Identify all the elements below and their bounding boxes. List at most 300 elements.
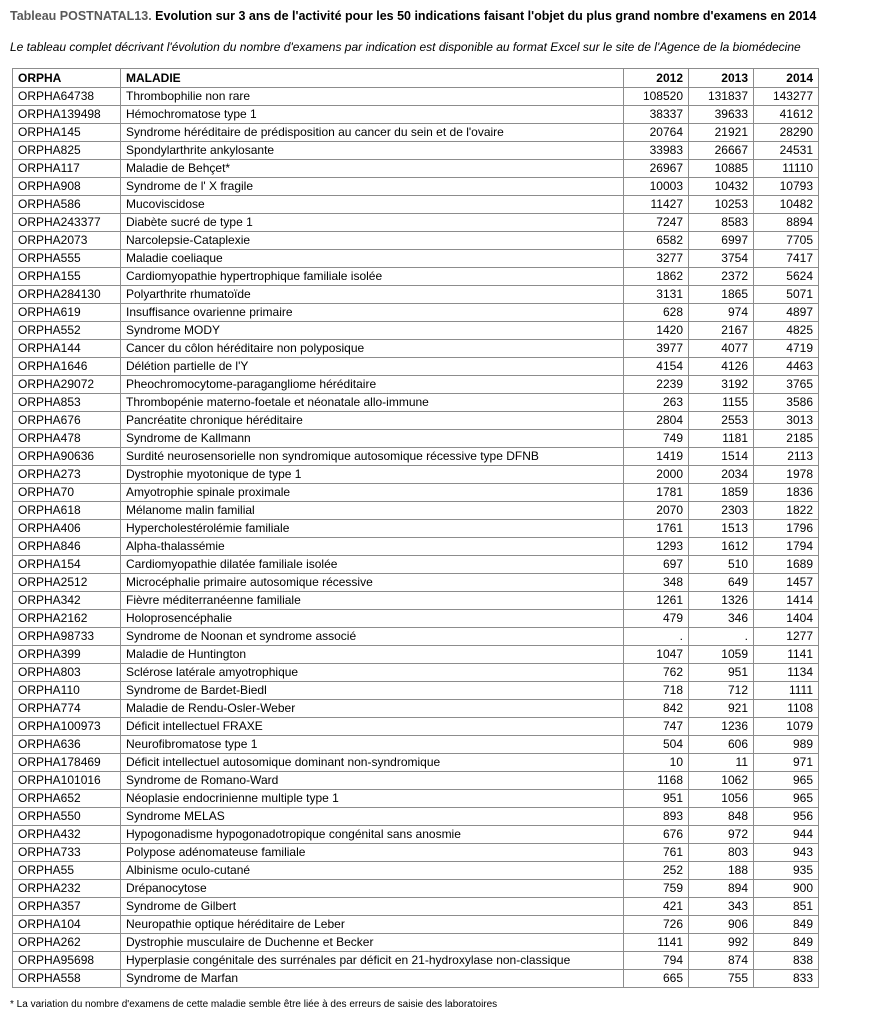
maladie-cell: Syndrome de Marfan bbox=[121, 970, 624, 988]
value-2012-cell: 1168 bbox=[624, 772, 689, 790]
orpha-code-cell: ORPHA618 bbox=[13, 502, 121, 520]
table-row bbox=[13, 268, 819, 286]
table-row bbox=[13, 844, 819, 862]
value-2012-cell: 1862 bbox=[624, 268, 689, 286]
value-2014-cell: 4825 bbox=[754, 322, 819, 340]
table-row bbox=[13, 358, 819, 376]
orpha-code-cell: ORPHA652 bbox=[13, 790, 121, 808]
value-2014-cell: 833 bbox=[754, 970, 819, 988]
orpha-code-cell: ORPHA243377 bbox=[13, 214, 121, 232]
orpha-code-cell: ORPHA586 bbox=[13, 196, 121, 214]
value-2014-cell: 965 bbox=[754, 772, 819, 790]
value-2012-cell: 726 bbox=[624, 916, 689, 934]
maladie-cell: Syndrome MODY bbox=[121, 322, 624, 340]
value-2014-cell: 3013 bbox=[754, 412, 819, 430]
table-row bbox=[13, 574, 819, 592]
orpha-code-cell: ORPHA145 bbox=[13, 124, 121, 142]
value-2013-cell: 343 bbox=[689, 898, 754, 916]
orpha-code-cell: ORPHA154 bbox=[13, 556, 121, 574]
header-2012: 2012 bbox=[624, 69, 689, 88]
value-2013-cell: 26667 bbox=[689, 142, 754, 160]
value-2013-cell: . bbox=[689, 628, 754, 646]
table-row bbox=[13, 826, 819, 844]
table-row bbox=[13, 790, 819, 808]
orpha-code-cell: ORPHA399 bbox=[13, 646, 121, 664]
value-2014-cell: 965 bbox=[754, 790, 819, 808]
value-2012-cell: 26967 bbox=[624, 160, 689, 178]
table-row bbox=[13, 430, 819, 448]
table-body bbox=[13, 88, 819, 988]
value-2014-cell: 1108 bbox=[754, 700, 819, 718]
table-row bbox=[13, 376, 819, 394]
value-2013-cell: 1062 bbox=[689, 772, 754, 790]
value-2014-cell: 851 bbox=[754, 898, 819, 916]
value-2014-cell: 1404 bbox=[754, 610, 819, 628]
value-2013-cell: 1859 bbox=[689, 484, 754, 502]
orpha-code-cell: ORPHA853 bbox=[13, 394, 121, 412]
maladie-cell: Cardiomyopathie dilatée familiale isolée bbox=[121, 556, 624, 574]
maladie-cell: Mucoviscidose bbox=[121, 196, 624, 214]
orpha-code-cell: ORPHA636 bbox=[13, 736, 121, 754]
value-2014-cell: 24531 bbox=[754, 142, 819, 160]
value-2012-cell: 421 bbox=[624, 898, 689, 916]
orpha-code-cell: ORPHA908 bbox=[13, 178, 121, 196]
maladie-cell: Fièvre méditerranéenne familiale bbox=[121, 592, 624, 610]
value-2012-cell: 20764 bbox=[624, 124, 689, 142]
table-row bbox=[13, 610, 819, 628]
orpha-code-cell: ORPHA139498 bbox=[13, 106, 121, 124]
value-2014-cell: 989 bbox=[754, 736, 819, 754]
orpha-code-cell: ORPHA232 bbox=[13, 880, 121, 898]
maladie-cell: Amyotrophie spinale proximale bbox=[121, 484, 624, 502]
value-2013-cell: 1612 bbox=[689, 538, 754, 556]
value-2013-cell: 894 bbox=[689, 880, 754, 898]
value-2012-cell: 38337 bbox=[624, 106, 689, 124]
value-2012-cell: 749 bbox=[624, 430, 689, 448]
maladie-cell: Syndrome de Kallmann bbox=[121, 430, 624, 448]
value-2013-cell: 1513 bbox=[689, 520, 754, 538]
value-2013-cell: 606 bbox=[689, 736, 754, 754]
table-row bbox=[13, 232, 819, 250]
orpha-code-cell: ORPHA478 bbox=[13, 430, 121, 448]
value-2014-cell: 143277 bbox=[754, 88, 819, 106]
value-2014-cell: 943 bbox=[754, 844, 819, 862]
value-2012-cell: 2070 bbox=[624, 502, 689, 520]
table-row bbox=[13, 448, 819, 466]
orpha-code-cell: ORPHA110 bbox=[13, 682, 121, 700]
value-2014-cell: 1079 bbox=[754, 718, 819, 736]
value-2013-cell: 39633 bbox=[689, 106, 754, 124]
value-2013-cell: 8583 bbox=[689, 214, 754, 232]
value-2014-cell: 2113 bbox=[754, 448, 819, 466]
orpha-code-cell: ORPHA95698 bbox=[13, 952, 121, 970]
value-2012-cell: 108520 bbox=[624, 88, 689, 106]
orpha-code-cell: ORPHA357 bbox=[13, 898, 121, 916]
maladie-cell: Spondylarthrite ankylosante bbox=[121, 142, 624, 160]
table-row bbox=[13, 592, 819, 610]
orpha-code-cell: ORPHA342 bbox=[13, 592, 121, 610]
orpha-code-cell: ORPHA825 bbox=[13, 142, 121, 160]
value-2014-cell: 1822 bbox=[754, 502, 819, 520]
maladie-cell: Alpha-thalassémie bbox=[121, 538, 624, 556]
table-row bbox=[13, 880, 819, 898]
maladie-cell: Syndrome de Gilbert bbox=[121, 898, 624, 916]
maladie-cell: Hypogonadisme hypogonadotropique congénital sans anosmie bbox=[121, 826, 624, 844]
orpha-code-cell: ORPHA273 bbox=[13, 466, 121, 484]
header-orpha: ORPHA bbox=[13, 69, 121, 88]
maladie-cell: Pancréatite chronique héréditaire bbox=[121, 412, 624, 430]
value-2013-cell: 974 bbox=[689, 304, 754, 322]
table-row bbox=[13, 286, 819, 304]
maladie-cell: Hyperplasie congénitale des surrénales par déficit en 21-hydroxylase non-classique bbox=[121, 952, 624, 970]
orpha-code-cell: ORPHA1646 bbox=[13, 358, 121, 376]
maladie-cell: Narcolepsie-Cataplexie bbox=[121, 232, 624, 250]
value-2014-cell: 1414 bbox=[754, 592, 819, 610]
orpha-code-cell: ORPHA101016 bbox=[13, 772, 121, 790]
maladie-cell: Pheochromocytome-paragangliome héréditaire bbox=[121, 376, 624, 394]
header-2014: 2014 bbox=[754, 69, 819, 88]
value-2012-cell: 893 bbox=[624, 808, 689, 826]
value-2012-cell: 1293 bbox=[624, 538, 689, 556]
value-2014-cell: 838 bbox=[754, 952, 819, 970]
value-2013-cell: 2553 bbox=[689, 412, 754, 430]
value-2013-cell: 712 bbox=[689, 682, 754, 700]
value-2013-cell: 649 bbox=[689, 574, 754, 592]
maladie-cell: Syndrome héréditaire de prédisposition au cancer du sein et de l'ovaire bbox=[121, 124, 624, 142]
value-2014-cell: 3765 bbox=[754, 376, 819, 394]
table-row bbox=[13, 538, 819, 556]
table-row bbox=[13, 664, 819, 682]
table-header-row bbox=[13, 69, 819, 88]
value-2014-cell: 971 bbox=[754, 754, 819, 772]
value-2012-cell: . bbox=[624, 628, 689, 646]
table-row bbox=[13, 934, 819, 952]
table-row bbox=[13, 322, 819, 340]
header-2013: 2013 bbox=[689, 69, 754, 88]
table-row bbox=[13, 412, 819, 430]
orpha-code-cell: ORPHA774 bbox=[13, 700, 121, 718]
table-row bbox=[13, 682, 819, 700]
value-2012-cell: 1761 bbox=[624, 520, 689, 538]
value-2014-cell: 900 bbox=[754, 880, 819, 898]
value-2012-cell: 3977 bbox=[624, 340, 689, 358]
value-2014-cell: 41612 bbox=[754, 106, 819, 124]
value-2012-cell: 762 bbox=[624, 664, 689, 682]
maladie-cell: Syndrome de l' X fragile bbox=[121, 178, 624, 196]
table-row bbox=[13, 502, 819, 520]
value-2014-cell: 1111 bbox=[754, 682, 819, 700]
value-2013-cell: 1326 bbox=[689, 592, 754, 610]
value-2013-cell: 188 bbox=[689, 862, 754, 880]
value-2014-cell: 1141 bbox=[754, 646, 819, 664]
value-2014-cell: 956 bbox=[754, 808, 819, 826]
table-row bbox=[13, 952, 819, 970]
table-row bbox=[13, 484, 819, 502]
orpha-code-cell: ORPHA155 bbox=[13, 268, 121, 286]
table-row bbox=[13, 340, 819, 358]
maladie-cell: Délétion partielle de l'Y bbox=[121, 358, 624, 376]
orpha-code-cell: ORPHA64738 bbox=[13, 88, 121, 106]
table-title-text: Evolution sur 3 ans de l'activité pour les 50 indications faisant l'objet du plus grand nombre d'examens en 2014 bbox=[151, 9, 817, 23]
table-title-prefix: Tableau POSTNATAL13. bbox=[10, 9, 152, 23]
value-2013-cell: 906 bbox=[689, 916, 754, 934]
value-2014-cell: 10482 bbox=[754, 196, 819, 214]
value-2013-cell: 510 bbox=[689, 556, 754, 574]
value-2014-cell: 7705 bbox=[754, 232, 819, 250]
value-2012-cell: 676 bbox=[624, 826, 689, 844]
maladie-cell: Maladie de Rendu-Osler-Weber bbox=[121, 700, 624, 718]
value-2013-cell: 921 bbox=[689, 700, 754, 718]
table-row bbox=[13, 124, 819, 142]
orpha-code-cell: ORPHA29072 bbox=[13, 376, 121, 394]
value-2012-cell: 1420 bbox=[624, 322, 689, 340]
value-2012-cell: 2804 bbox=[624, 412, 689, 430]
orpha-code-cell: ORPHA550 bbox=[13, 808, 121, 826]
value-2012-cell: 951 bbox=[624, 790, 689, 808]
value-2012-cell: 3277 bbox=[624, 250, 689, 268]
maladie-cell: Polyarthrite rhumatoïde bbox=[121, 286, 624, 304]
value-2013-cell: 346 bbox=[689, 610, 754, 628]
orpha-code-cell: ORPHA803 bbox=[13, 664, 121, 682]
maladie-cell: Neuropathie optique héréditaire de Leber bbox=[121, 916, 624, 934]
table-row bbox=[13, 106, 819, 124]
table-row bbox=[13, 142, 819, 160]
maladie-cell: Syndrome de Noonan et syndrome associé bbox=[121, 628, 624, 646]
maladie-cell: Maladie de Huntington bbox=[121, 646, 624, 664]
table-row bbox=[13, 808, 819, 826]
orpha-code-cell: ORPHA262 bbox=[13, 934, 121, 952]
table-row bbox=[13, 772, 819, 790]
maladie-cell: Maladie de Behçet* bbox=[121, 160, 624, 178]
table-row bbox=[13, 556, 819, 574]
value-2012-cell: 759 bbox=[624, 880, 689, 898]
table-row bbox=[13, 628, 819, 646]
value-2012-cell: 665 bbox=[624, 970, 689, 988]
value-2013-cell: 1181 bbox=[689, 430, 754, 448]
table-row bbox=[13, 250, 819, 268]
value-2014-cell: 1689 bbox=[754, 556, 819, 574]
orpha-code-cell: ORPHA98733 bbox=[13, 628, 121, 646]
maladie-cell: Cancer du côlon héréditaire non polyposique bbox=[121, 340, 624, 358]
value-2013-cell: 1056 bbox=[689, 790, 754, 808]
value-2014-cell: 5071 bbox=[754, 286, 819, 304]
value-2013-cell: 1059 bbox=[689, 646, 754, 664]
maladie-cell: Polypose adénomateuse familiale bbox=[121, 844, 624, 862]
orpha-code-cell: ORPHA284130 bbox=[13, 286, 121, 304]
value-2014-cell: 1134 bbox=[754, 664, 819, 682]
value-2012-cell: 33983 bbox=[624, 142, 689, 160]
data-table bbox=[12, 68, 819, 988]
value-2013-cell: 803 bbox=[689, 844, 754, 862]
orpha-code-cell: ORPHA406 bbox=[13, 520, 121, 538]
orpha-code-cell: ORPHA2073 bbox=[13, 232, 121, 250]
value-2014-cell: 2185 bbox=[754, 430, 819, 448]
orpha-code-cell: ORPHA178469 bbox=[13, 754, 121, 772]
table-row bbox=[13, 718, 819, 736]
value-2014-cell: 11110 bbox=[754, 160, 819, 178]
maladie-cell: Hémochromatose type 1 bbox=[121, 106, 624, 124]
maladie-cell: Déficit intellectuel FRAXE bbox=[121, 718, 624, 736]
value-2013-cell: 11 bbox=[689, 754, 754, 772]
value-2012-cell: 761 bbox=[624, 844, 689, 862]
value-2013-cell: 21921 bbox=[689, 124, 754, 142]
orpha-code-cell: ORPHA100973 bbox=[13, 718, 121, 736]
value-2012-cell: 252 bbox=[624, 862, 689, 880]
maladie-cell: Hypercholestérolémie familiale bbox=[121, 520, 624, 538]
orpha-code-cell: ORPHA555 bbox=[13, 250, 121, 268]
value-2012-cell: 3131 bbox=[624, 286, 689, 304]
maladie-cell: Syndrome de Romano-Ward bbox=[121, 772, 624, 790]
orpha-code-cell: ORPHA558 bbox=[13, 970, 121, 988]
table-row bbox=[13, 466, 819, 484]
maladie-cell: Thrombophilie non rare bbox=[121, 88, 624, 106]
value-2013-cell: 10885 bbox=[689, 160, 754, 178]
table-title bbox=[10, 9, 890, 23]
table-row bbox=[13, 916, 819, 934]
header-maladie: MALADIE bbox=[121, 69, 624, 88]
value-2012-cell: 747 bbox=[624, 718, 689, 736]
table-row bbox=[13, 520, 819, 538]
maladie-cell: Dystrophie musculaire de Duchenne et Becker bbox=[121, 934, 624, 952]
value-2014-cell: 849 bbox=[754, 916, 819, 934]
value-2014-cell: 10793 bbox=[754, 178, 819, 196]
value-2013-cell: 3754 bbox=[689, 250, 754, 268]
maladie-cell: Drépanocytose bbox=[121, 880, 624, 898]
value-2013-cell: 6997 bbox=[689, 232, 754, 250]
value-2012-cell: 1047 bbox=[624, 646, 689, 664]
value-2012-cell: 6582 bbox=[624, 232, 689, 250]
orpha-code-cell: ORPHA144 bbox=[13, 340, 121, 358]
maladie-cell: Microcéphalie primaire autosomique récessive bbox=[121, 574, 624, 592]
value-2013-cell: 992 bbox=[689, 934, 754, 952]
maladie-cell: Syndrome de Bardet-Biedl bbox=[121, 682, 624, 700]
value-2012-cell: 11427 bbox=[624, 196, 689, 214]
maladie-cell: Insuffisance ovarienne primaire bbox=[121, 304, 624, 322]
orpha-code-cell: ORPHA70 bbox=[13, 484, 121, 502]
orpha-code-cell: ORPHA432 bbox=[13, 826, 121, 844]
value-2014-cell: 849 bbox=[754, 934, 819, 952]
value-2012-cell: 628 bbox=[624, 304, 689, 322]
orpha-code-cell: ORPHA90636 bbox=[13, 448, 121, 466]
value-2012-cell: 1261 bbox=[624, 592, 689, 610]
footnote: * La variation du nombre d'examens de cette maladie semble être liée à des erreurs de saisie des laboratoires bbox=[10, 999, 498, 1010]
value-2014-cell: 5624 bbox=[754, 268, 819, 286]
value-2014-cell: 1457 bbox=[754, 574, 819, 592]
maladie-cell: Albinisme oculo-cutané bbox=[121, 862, 624, 880]
table-row bbox=[13, 736, 819, 754]
table-row bbox=[13, 970, 819, 988]
value-2012-cell: 1141 bbox=[624, 934, 689, 952]
value-2014-cell: 3586 bbox=[754, 394, 819, 412]
orpha-code-cell: ORPHA733 bbox=[13, 844, 121, 862]
value-2012-cell: 842 bbox=[624, 700, 689, 718]
maladie-cell: Mélanome malin familial bbox=[121, 502, 624, 520]
value-2013-cell: 2303 bbox=[689, 502, 754, 520]
maladie-cell: Dystrophie myotonique de type 1 bbox=[121, 466, 624, 484]
value-2013-cell: 3192 bbox=[689, 376, 754, 394]
table-subtitle: Le tableau complet décrivant l'évolution du nombre d'examens par indication est disponible au format Excel sur le site de l'Agence de la biomédecine bbox=[10, 40, 801, 54]
value-2013-cell: 4077 bbox=[689, 340, 754, 358]
table-row bbox=[13, 700, 819, 718]
maladie-cell: Holoprosencéphalie bbox=[121, 610, 624, 628]
value-2012-cell: 2000 bbox=[624, 466, 689, 484]
value-2014-cell: 4897 bbox=[754, 304, 819, 322]
value-2013-cell: 10253 bbox=[689, 196, 754, 214]
orpha-code-cell: ORPHA619 bbox=[13, 304, 121, 322]
orpha-code-cell: ORPHA846 bbox=[13, 538, 121, 556]
maladie-cell: Néoplasie endocrinienne multiple type 1 bbox=[121, 790, 624, 808]
value-2013-cell: 848 bbox=[689, 808, 754, 826]
maladie-cell: Sclérose latérale amyotrophique bbox=[121, 664, 624, 682]
value-2014-cell: 7417 bbox=[754, 250, 819, 268]
orpha-code-cell: ORPHA2162 bbox=[13, 610, 121, 628]
value-2014-cell: 1796 bbox=[754, 520, 819, 538]
table-row bbox=[13, 394, 819, 412]
maladie-cell: Neurofibromatose type 1 bbox=[121, 736, 624, 754]
table-row bbox=[13, 862, 819, 880]
value-2014-cell: 944 bbox=[754, 826, 819, 844]
value-2013-cell: 10432 bbox=[689, 178, 754, 196]
value-2014-cell: 28290 bbox=[754, 124, 819, 142]
value-2012-cell: 7247 bbox=[624, 214, 689, 232]
maladie-cell: Surdité neurosensorielle non syndromique autosomique récessive type DFNB bbox=[121, 448, 624, 466]
value-2012-cell: 1781 bbox=[624, 484, 689, 502]
table-row bbox=[13, 178, 819, 196]
value-2012-cell: 10 bbox=[624, 754, 689, 772]
value-2013-cell: 1155 bbox=[689, 394, 754, 412]
value-2013-cell: 755 bbox=[689, 970, 754, 988]
value-2014-cell: 4719 bbox=[754, 340, 819, 358]
orpha-code-cell: ORPHA552 bbox=[13, 322, 121, 340]
value-2014-cell: 4463 bbox=[754, 358, 819, 376]
table-row bbox=[13, 646, 819, 664]
maladie-cell: Maladie coeliaque bbox=[121, 250, 624, 268]
value-2014-cell: 8894 bbox=[754, 214, 819, 232]
table-row bbox=[13, 898, 819, 916]
value-2013-cell: 2372 bbox=[689, 268, 754, 286]
table-row bbox=[13, 214, 819, 232]
value-2013-cell: 1514 bbox=[689, 448, 754, 466]
maladie-cell: Syndrome MELAS bbox=[121, 808, 624, 826]
value-2012-cell: 1419 bbox=[624, 448, 689, 466]
value-2013-cell: 972 bbox=[689, 826, 754, 844]
value-2012-cell: 504 bbox=[624, 736, 689, 754]
value-2013-cell: 2167 bbox=[689, 322, 754, 340]
value-2012-cell: 263 bbox=[624, 394, 689, 412]
value-2013-cell: 874 bbox=[689, 952, 754, 970]
maladie-cell: Déficit intellectuel autosomique dominant non-syndromique bbox=[121, 754, 624, 772]
table-row bbox=[13, 196, 819, 214]
orpha-code-cell: ORPHA2512 bbox=[13, 574, 121, 592]
value-2012-cell: 479 bbox=[624, 610, 689, 628]
maladie-cell: Cardiomyopathie hypertrophique familiale isolée bbox=[121, 268, 624, 286]
value-2012-cell: 718 bbox=[624, 682, 689, 700]
orpha-code-cell: ORPHA117 bbox=[13, 160, 121, 178]
value-2014-cell: 935 bbox=[754, 862, 819, 880]
value-2013-cell: 4126 bbox=[689, 358, 754, 376]
value-2012-cell: 794 bbox=[624, 952, 689, 970]
value-2012-cell: 10003 bbox=[624, 178, 689, 196]
value-2013-cell: 131837 bbox=[689, 88, 754, 106]
value-2014-cell: 1978 bbox=[754, 466, 819, 484]
maladie-cell: Diabète sucré de type 1 bbox=[121, 214, 624, 232]
value-2013-cell: 951 bbox=[689, 664, 754, 682]
orpha-code-cell: ORPHA55 bbox=[13, 862, 121, 880]
value-2012-cell: 4154 bbox=[624, 358, 689, 376]
table-row bbox=[13, 304, 819, 322]
value-2012-cell: 2239 bbox=[624, 376, 689, 394]
value-2014-cell: 1836 bbox=[754, 484, 819, 502]
